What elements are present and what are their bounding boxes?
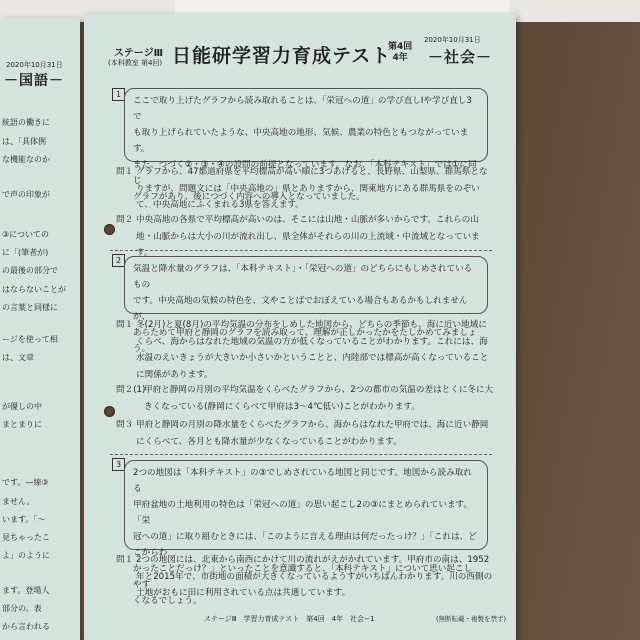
question-1-2 — [116, 212, 494, 262]
question-label: 問１ — [116, 555, 134, 565]
question-text: 甲府と静岡の月別の降水量をくらべたグラフから、海からはなれた甲府では、海に近い静岡にくらべて、各月とも降水量が少なくなっていることがわかります。 — [136, 420, 489, 447]
question-label: 問２(1) — [116, 385, 146, 395]
round-grade — [388, 42, 412, 64]
question-2-2 — [116, 382, 494, 415]
intro-line: グラフがあり、後につづく内容への導入となっていました。 — [133, 192, 365, 202]
left-sheet-subject: －国語－ — [4, 73, 64, 89]
left-sheet-line: はならないことが — [2, 285, 66, 294]
intro-line: も取り上げられていたような、中央高地の地形、気候、農業の特色ともつながっています。 — [133, 128, 469, 154]
subject-label: －社会－ — [428, 48, 493, 66]
question-2-1 — [116, 317, 494, 383]
left-sheet-date: 2020年10月31日 — [6, 61, 63, 69]
left-sheet-line: で声の印象が — [2, 190, 50, 199]
question-label: 問２ — [116, 215, 134, 225]
section-divider — [110, 454, 492, 455]
intro-line: 気温と降水量のグラフは、「本科テキスト」・「栄冠への道」のどちらにもしめされているもの — [133, 264, 473, 290]
punch-hole — [104, 406, 115, 417]
left-sheet-line: は、「具体例 — [2, 137, 46, 146]
intro-line: 甲府盆地の土地利用の特色は「栄冠への道」の思い起こし2の③にまとめられています。「栄 — [133, 500, 473, 526]
left-sheet-line: は、文章 — [2, 353, 34, 362]
main-sheet-social — [84, 14, 516, 640]
grade-label: 4年 — [392, 53, 408, 63]
intro-line: くなるでしょう。 — [133, 596, 202, 606]
intro-line: かったことだっけ？」といったことを意識すると、「本科テキスト」について思い起こしやす — [133, 564, 473, 590]
left-sheet-line: ③についての — [2, 230, 50, 239]
left-sheet-line: 統語の働きに — [2, 118, 50, 127]
question-text: 2つの地図には、北東から南西にかけて川の流れがえがかれています。甲府市の南は、1952年と2015年で、市街地の面積が大きくなっているようすがいちばんわかります。川の西側の土地がおもに田に利用されている点は共通しています。 — [136, 555, 493, 598]
left-sheet-line: に「(筆者が) — [2, 248, 49, 257]
intro-line: 2つの地図は「本科テキスト」の③でしめされている地図と同じです。地図から読み取れる — [133, 468, 472, 494]
left-sheet-line: 部分の。表 — [2, 604, 42, 613]
left-sheet-line: ージを使って相 — [2, 335, 58, 344]
left-sheet-line: から言われる — [2, 622, 50, 631]
left-sheet-line: の言葉と同様に — [2, 303, 58, 312]
punch-hole — [104, 224, 115, 235]
question-text: 甲府と静岡の月別の平均気温をくらべたグラフから、2つの都市の気温の差はとくに冬に大きくなっている(静岡にくらべて甲府は3～4℃低い)ことがわかります。 — [144, 385, 494, 412]
left-sheet-line: まとまりに — [2, 420, 42, 429]
stage-label: ステージⅢ — [114, 48, 164, 59]
section-number-3: 3 — [112, 458, 125, 471]
copyright-notice: (無断転載・複製を禁ず) — [436, 615, 507, 623]
question-text: 中央高地の各県で平均標高が高いのは、そこには山地・山脈が多いからです。これらの山地・山脈からは大小の川が流れ出し、県全体がそれらの川の上流域・中流域となっています。 — [136, 215, 480, 258]
section-divider — [110, 250, 492, 251]
question-text: 冬(2月)と夏(8月)の平均気温の分布をしめした地図から、どちらの季節も、海に近い地域にくらべ、海からはなれた地域の気温の方が低くなっていることがわかります。これには、海水温のえいきょうが大きいか小さいかということと、内陸部では標高が高くなっていることに関係があります。 — [136, 320, 489, 380]
intro-line: 冠への道」に取り組むときには、「このように言える理由は何だったっけ？」「これは、どこからわ — [133, 532, 477, 558]
section-number-1: 1 — [112, 88, 125, 101]
left-sheet-line: な機能なのか — [2, 155, 50, 164]
left-sheet-line: よ」のように — [2, 551, 50, 560]
section-number-2: 2 — [112, 254, 125, 267]
intro-line: また、つづく②・③・④の設問の前提となっています。なお、「本科テキスト」では①に同じ — [133, 160, 477, 186]
page-footer: ステージⅢ 学習力育成テスト 第4回 4年 社会−1 — [204, 615, 375, 623]
left-sheet-line: ます。登場人 — [2, 586, 50, 595]
test-date: 2020年10月31日 — [424, 36, 481, 44]
left-sheet-line: います。「～ — [2, 515, 46, 524]
question-label: 問３ — [116, 420, 134, 430]
intro-line: あらためて甲府と静岡のグラフを読み取って、理解が正しかったかをたしかめてみましょう。 — [133, 328, 477, 354]
left-sheet-line: ません。 — [2, 497, 35, 506]
question-2-3 — [116, 417, 494, 450]
question-3-1 — [116, 552, 494, 602]
round-label: 第4回 — [388, 42, 413, 52]
question-label: 問１ — [116, 320, 134, 330]
left-sheet-line: 見ちゃったこ — [2, 533, 50, 542]
question-label: 問１ — [116, 167, 134, 177]
class-label: (本科教室 第4回) — [108, 59, 163, 67]
left-sheet-line: が優しの中 — [2, 402, 42, 411]
left-sheet-line: です。—線③ — [2, 478, 49, 487]
intro-line: です。中央高地の気候の特色を、文やことばでおぼえている場合もあるかもしれませんが、 — [133, 296, 468, 322]
left-sheet-line: の最後の部分で — [2, 266, 58, 275]
intro-line: ここで取り上げたグラフから読み取れることは、「栄冠への道」の学び直しⅠや学び直し3で — [133, 96, 472, 122]
left-sheet-japanese — [0, 18, 80, 640]
question-text: グラフから、47都道府県を平均標高が高い順に3つあげると、長野県、山梨県、群馬県となりますが、問題文には「中央高地の」県とありますから、関東地方にある群馬県をのぞいて、中央高地にふくまれる3県を答えます。 — [136, 167, 488, 210]
question-1-1 — [116, 164, 494, 214]
test-title: 日能研学習力育成テスト — [172, 45, 392, 67]
